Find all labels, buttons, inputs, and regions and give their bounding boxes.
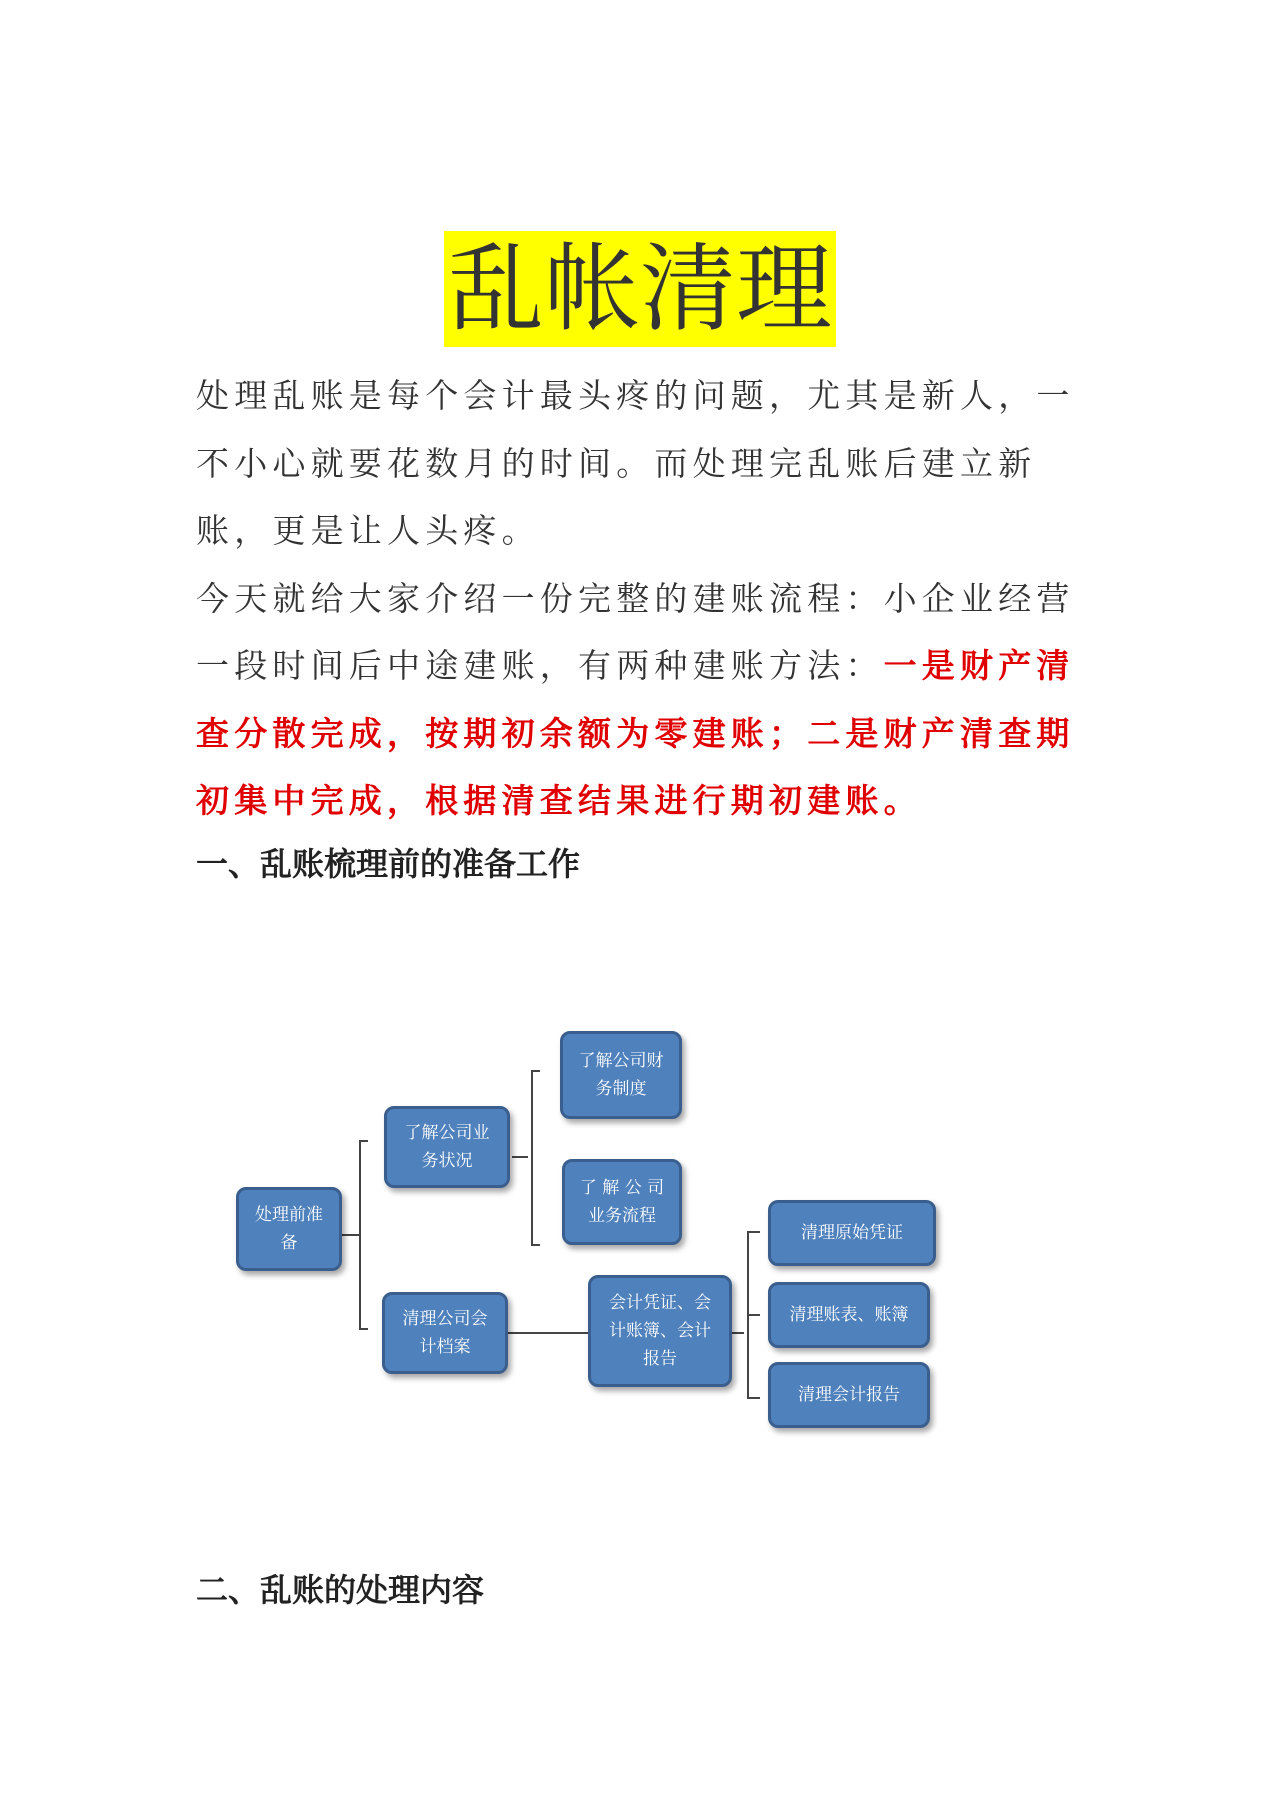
node-root xyxy=(236,1187,342,1271)
node-archives-label: 清理公司会计档案 xyxy=(402,1309,488,1357)
node-clean-ledgers-label: 清理账表、账簿 xyxy=(789,1305,909,1325)
node-business-process xyxy=(562,1159,682,1245)
bracket-root xyxy=(360,1141,368,1329)
intro-text xyxy=(196,362,1092,835)
node-finance-system-label: 了解公司财务制度 xyxy=(578,1051,664,1099)
page-title: 乱帐清理 xyxy=(444,231,836,347)
node-clean-ledgers xyxy=(768,1282,930,1348)
section-heading-2: 二、乱账的处理内容 xyxy=(196,1571,485,1609)
node-accounting-docs-label: 会计凭证、会计账簿、会计报告 xyxy=(609,1293,711,1369)
node-root-label: 处理前准备 xyxy=(255,1205,323,1253)
node-business-process-label: 了 解 公 司业务流程 xyxy=(579,1178,665,1226)
node-accounting-docs xyxy=(588,1275,732,1387)
node-clean-reports xyxy=(768,1362,930,1428)
node-clean-vouchers-label: 清理原始凭证 xyxy=(801,1223,903,1243)
bracket-business xyxy=(532,1071,540,1245)
section-heading-1: 一、乱账梳理前的准备工作 xyxy=(196,845,581,883)
node-archives xyxy=(382,1292,508,1374)
intro-paragraph-1: 处理乱账是每个会计最头疼的问题，尤其是新人，一不小心就要花数月的时间。而处理完乱账后建立新账，更是让人头疼。 xyxy=(196,376,1075,550)
node-business-status-label: 了解公司业务状况 xyxy=(404,1123,490,1171)
intro-paragraph-2 xyxy=(196,565,1092,835)
intro-paragraph-2-highlight: 一是财产清查分散完成，按期初余额为零建账；二是财产清查期初集中完成，根据清查结果进行期初建账。 xyxy=(196,646,1075,820)
node-clean-vouchers xyxy=(768,1200,936,1266)
node-business-status xyxy=(384,1106,510,1188)
node-finance-system xyxy=(560,1031,682,1119)
intro-paragraph-2-plain: 今天就给大家介绍一份完整的建账流程：小企业经营一段时间后中途建账，有两种建账方法： xyxy=(196,578,1075,685)
title-container xyxy=(0,231,1280,347)
preparation-diagram xyxy=(236,1035,956,1465)
node-clean-reports-label: 清理会计报告 xyxy=(798,1385,900,1405)
